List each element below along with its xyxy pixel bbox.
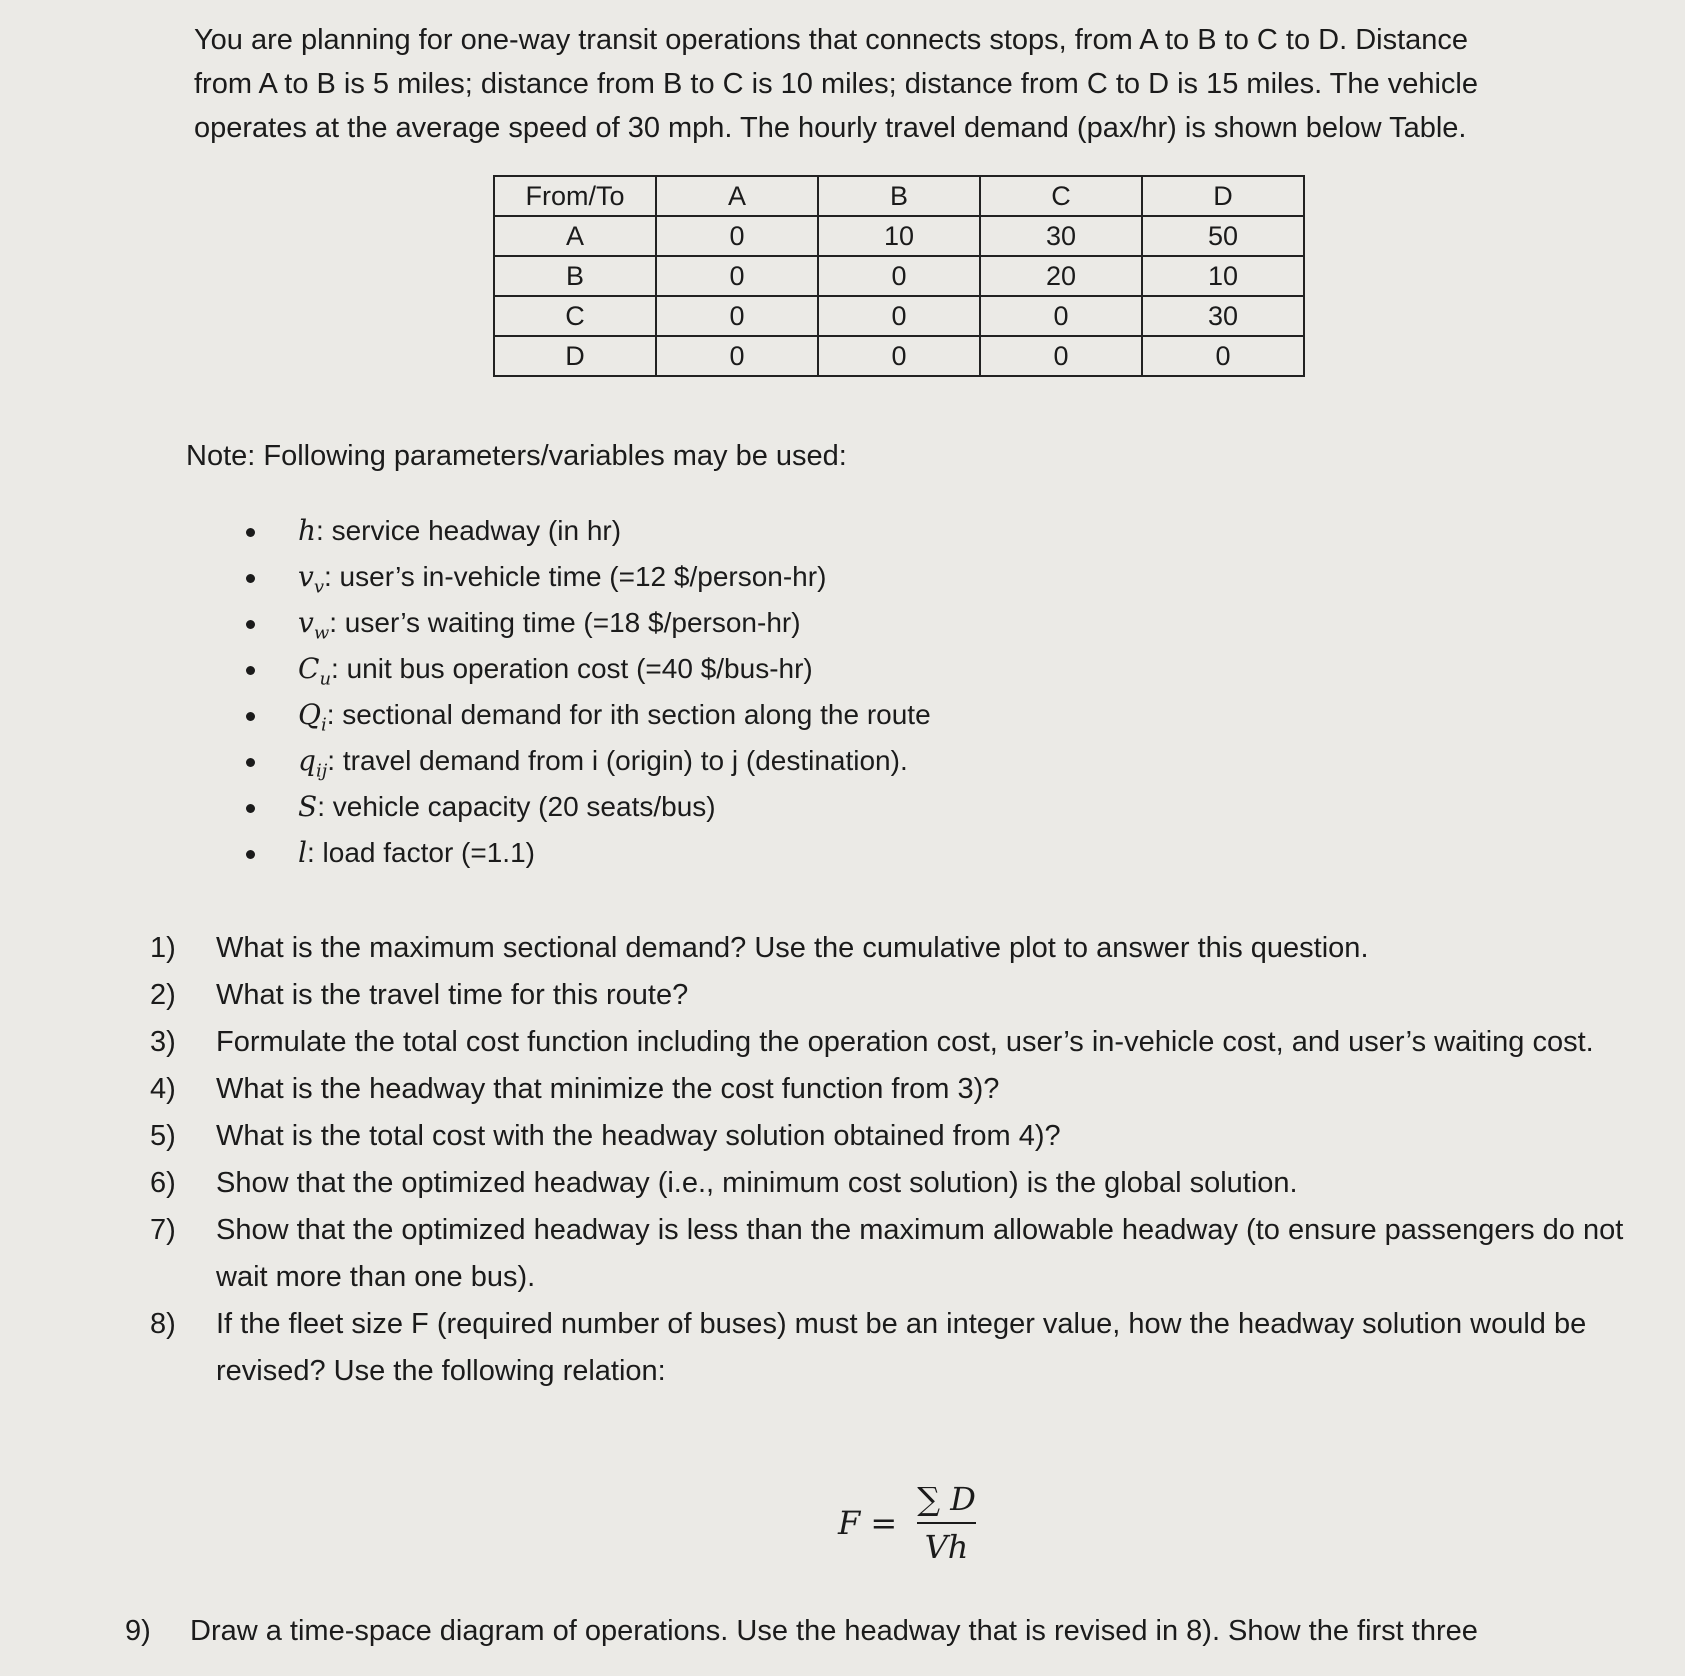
symbol	[298, 836, 307, 869]
symbol-subscript: u	[319, 668, 332, 690]
symbol-subscript: v	[313, 576, 324, 598]
note-heading: Note: Following parameters/variables may be used:	[186, 440, 847, 472]
question-item	[150, 1207, 1670, 1301]
table-cell: D	[494, 336, 656, 376]
list-item	[240, 738, 931, 784]
list-item	[240, 692, 931, 738]
table-row	[494, 296, 1304, 336]
symbol-base: Q	[298, 698, 321, 731]
list-item	[240, 830, 931, 876]
table-cell: 0	[656, 216, 818, 256]
symbol-base: v	[298, 606, 314, 639]
bullet-icon	[246, 528, 255, 537]
table-header-cell: D	[1142, 176, 1304, 216]
table-cell: 0	[656, 296, 818, 336]
table-row	[494, 216, 1304, 256]
symbol	[298, 652, 332, 690]
list-item	[240, 784, 931, 830]
param-description: : vehicle capacity (20 seats/bus)	[317, 791, 716, 822]
table-cell: 0	[818, 296, 980, 336]
question-number: 7)	[150, 1214, 176, 1246]
bullet-icon	[246, 804, 255, 813]
table-cell: 20	[980, 256, 1142, 296]
question-number: 1)	[150, 932, 176, 964]
demand-table	[493, 175, 1305, 377]
question-item	[150, 1160, 1670, 1207]
symbol-base: C	[298, 652, 320, 685]
problem-statement	[194, 18, 1554, 150]
bullet-icon	[246, 620, 255, 629]
formula-fraction	[909, 1480, 984, 1566]
question-item	[150, 1113, 1670, 1160]
param-description: : unit bus operation cost (=40 $/bus-hr)	[331, 653, 813, 684]
table-cell: C	[494, 296, 656, 336]
table-cell: 30	[1142, 296, 1304, 336]
param-description: : service headway (in hr)	[316, 515, 622, 546]
symbol	[298, 560, 324, 598]
table-cell: 50	[1142, 216, 1304, 256]
question-text: Show that the optimized headway is less than the maximum allowable headway (to ensure passengers do not wait more than one bus).	[216, 1214, 1624, 1293]
question-list	[150, 925, 1670, 1395]
question-number: 4)	[150, 1073, 176, 1105]
list-item	[240, 554, 931, 600]
bullet-icon	[246, 666, 255, 675]
symbol-subscript: w	[313, 622, 330, 644]
table-cell: A	[494, 216, 656, 256]
table-cell: 0	[818, 336, 980, 376]
intro-line-1: You are planning for one-way transit operations that connects stops, from A to B to C to D. Distance	[194, 24, 1469, 56]
question-text: What is the travel time for this route?	[216, 979, 689, 1011]
question-text: Formulate the total cost function including the operation cost, user’s in-vehicle cost, and user’s waiting cost.	[216, 1026, 1594, 1058]
symbol	[298, 698, 327, 736]
question-item	[150, 1066, 1670, 1113]
table-row	[494, 336, 1304, 376]
question-text: What is the headway that minimize the cost function from 3)?	[216, 1073, 1000, 1105]
table-row	[494, 256, 1304, 296]
formula-lhs: F =	[838, 1504, 898, 1542]
table-cell: 0	[818, 256, 980, 296]
table-cell: 0	[980, 336, 1142, 376]
symbol-base: l	[298, 836, 307, 869]
question-item	[150, 972, 1670, 1019]
symbol-subscript: i	[320, 714, 327, 736]
list-item	[240, 508, 931, 554]
symbol-base: h	[298, 514, 317, 547]
symbol-base: v	[298, 560, 314, 593]
list-item	[240, 600, 931, 646]
question-text: What is the total cost with the headway solution obtained from 4)?	[216, 1120, 1061, 1152]
list-item	[240, 646, 931, 692]
bullet-icon	[246, 758, 255, 767]
symbol-base: q	[298, 744, 316, 777]
intro-line-3: operates at the average speed of 30 mph. The hourly travel demand (pax/hr) is shown below Table.	[194, 112, 1467, 144]
param-description: : sectional demand for ith section along the route	[326, 699, 931, 730]
intro-line-2: from A to B is 5 miles; distance from B to C is 10 miles; distance from C to D is 15 miles. The vehicle	[194, 68, 1478, 100]
formula-denominator: Vh	[917, 1522, 977, 1566]
question-number: 5)	[150, 1120, 176, 1152]
question-item-9	[125, 1608, 1685, 1655]
symbol-base: S	[298, 790, 318, 823]
table-header-cell: B	[818, 176, 980, 216]
param-description: : travel demand from i (origin) to j (destination).	[327, 745, 908, 776]
table-cell: B	[494, 256, 656, 296]
question-number: 8)	[150, 1308, 176, 1340]
question-item	[150, 925, 1670, 972]
question-number: 9)	[125, 1615, 151, 1647]
symbol	[298, 514, 316, 547]
table-cell: 0	[1142, 336, 1304, 376]
question-text: If the fleet size F (required number of buses) must be an integer value, how the headway solution would be revised? Use the following relation:	[216, 1308, 1587, 1387]
table-header-row	[494, 176, 1304, 216]
question-item	[150, 1019, 1670, 1066]
param-description: : load factor (=1.1)	[306, 837, 535, 868]
param-description: : user’s waiting time (=18 $/person-hr)	[329, 607, 801, 638]
question-text: Show that the optimized headway (i.e., minimum cost solution) is the global solution.	[216, 1167, 1298, 1199]
bullet-icon	[246, 850, 255, 859]
table-cell: 0	[656, 256, 818, 296]
table-cell: 10	[1142, 256, 1304, 296]
fleet-size-formula	[838, 1480, 984, 1566]
table-header-cell: C	[980, 176, 1142, 216]
question-item	[150, 1301, 1670, 1395]
table-cell: 10	[818, 216, 980, 256]
symbol	[298, 790, 317, 823]
question-number: 6)	[150, 1167, 176, 1199]
symbol	[298, 606, 330, 644]
question-number: 2)	[150, 979, 176, 1011]
bullet-icon	[246, 574, 255, 583]
param-description: : user’s in-vehicle time (=12 $/person-hr)	[324, 561, 827, 592]
table-cell: 0	[656, 336, 818, 376]
formula-numerator: ∑ D	[917, 1480, 976, 1518]
table-cell: 30	[980, 216, 1142, 256]
table-cell: 0	[980, 296, 1142, 336]
table-header-cell: A	[656, 176, 818, 216]
symbol	[298, 744, 328, 782]
bullet-icon	[246, 712, 255, 721]
table-header-cell: From/To	[494, 176, 656, 216]
question-text: Draw a time-space diagram of operations. Use the headway that is revised in 8). Show the first three	[190, 1615, 1478, 1647]
parameter-list	[240, 508, 931, 876]
symbol-subscript: ij	[315, 760, 328, 782]
question-number: 3)	[150, 1026, 176, 1058]
question-text: What is the maximum sectional demand? Use the cumulative plot to answer this question.	[216, 932, 1369, 964]
